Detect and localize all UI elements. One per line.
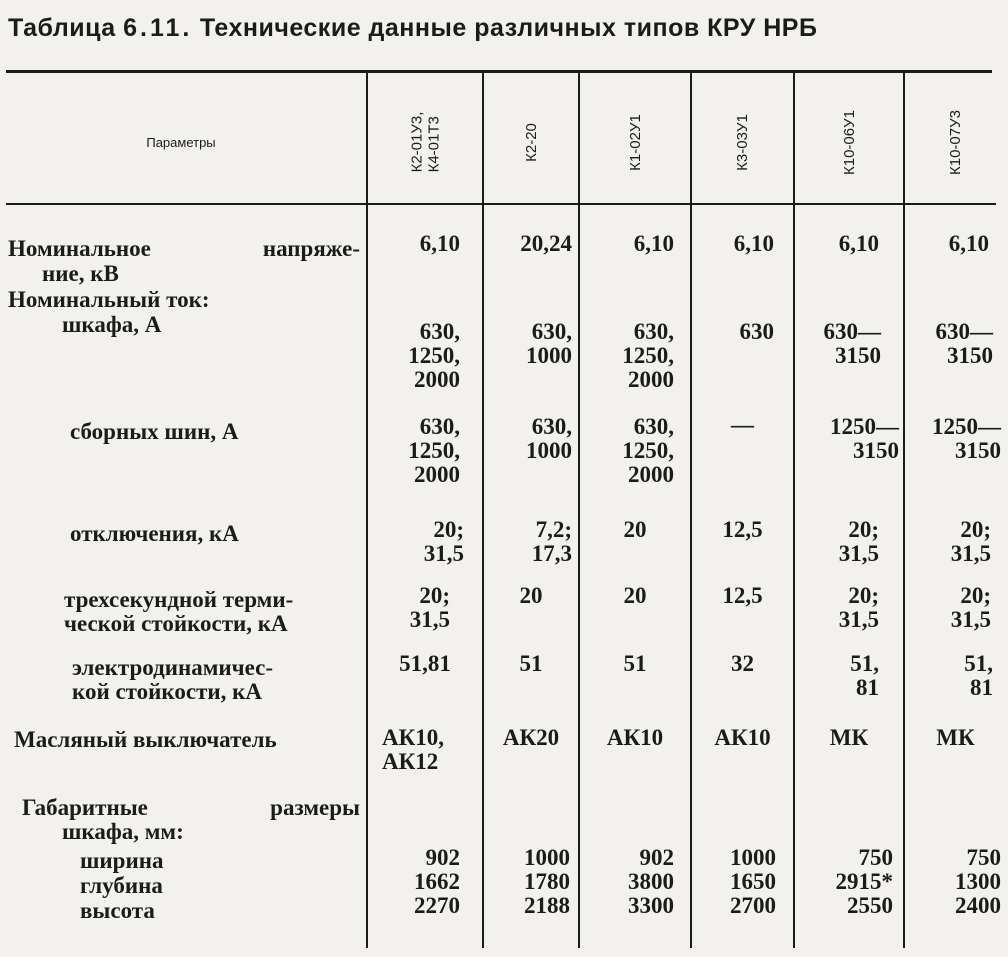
header-column-line: К10-06У1	[840, 109, 858, 175]
cell-thermal: 20	[623, 583, 647, 608]
table-title-label: Таблица	[8, 14, 116, 42]
cell-breaker: АК20	[502, 725, 560, 750]
cell-cabinet: 630, 1250, 2000	[622, 319, 674, 392]
cell-busbar: 1250— 3150	[932, 414, 1001, 463]
row-label-depth: глубина	[80, 873, 163, 898]
row-label-dynamic-a: электродинамичес-	[72, 655, 273, 680]
cell-voltage: 6,10	[419, 231, 460, 256]
cell-dynamic: 51, 81	[964, 651, 993, 700]
row-label-breaking: отключения, кА	[70, 521, 239, 546]
header-column-line: К10-07У3	[946, 109, 964, 175]
cell-cabinet: 630, 1000	[526, 319, 572, 368]
cell-breaking: 20; 31,5	[423, 517, 464, 566]
column-divider	[366, 72, 368, 948]
row-label-thermal-b: ческой стойкости, кА	[64, 611, 288, 636]
row-label-height: высота	[80, 898, 155, 923]
row-label-breaker: Масляный выключатель	[14, 727, 277, 752]
row-label-dimensions-a: Габаритные размеры	[22, 795, 360, 820]
row-label-voltage-b: ние, кВ	[42, 261, 119, 286]
header-column	[795, 84, 903, 200]
cell-dimensions: 750 1300 2400	[955, 845, 1001, 918]
cell-thermal: 20; 31,5	[838, 583, 879, 632]
cell-busbar: 630, 1250, 2000	[622, 414, 674, 487]
row-label-current: Номинальный ток:	[8, 287, 210, 312]
cell-busbar: —	[731, 412, 754, 437]
cell-dynamic: 51,81	[399, 651, 451, 676]
cell-breaking: 7,2; 17,3	[531, 517, 572, 566]
cell-dimensions: 750 2915* 2550	[835, 845, 893, 918]
header-column	[692, 84, 793, 200]
cell-cabinet: 630, 1250, 2000	[408, 319, 460, 392]
header-rule	[6, 203, 996, 205]
header-column	[580, 84, 690, 200]
cell-dynamic: 51	[623, 651, 647, 676]
cell-busbar: 630, 1000	[526, 414, 572, 463]
header-column	[368, 84, 482, 200]
cell-voltage: 20,24	[520, 231, 572, 256]
header-column	[905, 84, 1006, 200]
cell-dynamic: 32	[731, 651, 754, 676]
column-divider	[690, 72, 692, 948]
header-column	[484, 84, 578, 200]
cell-thermal: 20; 31,5	[409, 583, 450, 632]
cell-breaker: МК	[936, 725, 975, 750]
cell-voltage: 6,10	[733, 231, 774, 256]
header-column-line: К4-01Т3	[425, 116, 442, 173]
top-rule	[6, 70, 992, 73]
table-title-number: 6.11.	[123, 14, 193, 42]
header-column-line: К3-03У1	[733, 113, 751, 171]
cell-breaker: АК10, АК12	[382, 725, 445, 774]
cell-busbar: 1250— 3150	[830, 414, 899, 463]
header-column-line: К1-02У1	[626, 113, 644, 171]
cell-thermal: 20	[519, 583, 543, 608]
row-label-cabinet: шкафа, А	[62, 312, 162, 337]
cell-voltage: 6,10	[633, 231, 674, 256]
row-label-width: ширина	[80, 848, 164, 873]
cell-thermal: 12,5	[722, 583, 763, 608]
row-label-dimensions-b: шкафа, мм:	[62, 819, 184, 844]
table-title	[8, 14, 998, 43]
cell-dimensions: 1000 1650 2700	[730, 845, 776, 918]
table-title-text: Технические данные различных типов КРУ НРБ	[199, 14, 818, 42]
cell-cabinet: 630— 3150	[935, 319, 993, 368]
row-label-busbar: сборных шин, А	[70, 419, 239, 444]
column-divider	[793, 72, 795, 948]
row-label-thermal-a: трехсекундной терми-	[64, 587, 294, 612]
cell-cabinet: 630	[739, 319, 774, 344]
cell-breaking: 20; 31,5	[838, 517, 879, 566]
cell-breaking: 12,5	[722, 517, 763, 542]
header-column-line: К2-01У3,	[408, 111, 425, 173]
header-parameters: Параметры	[146, 134, 216, 150]
column-divider	[903, 72, 905, 948]
header-column-line: К2-20	[522, 122, 540, 162]
cell-busbar: 630, 1250, 2000	[408, 414, 460, 487]
cell-dimensions: 902 3800 3300	[628, 845, 674, 918]
cell-dimensions: 902 1662 2270	[414, 845, 460, 918]
cell-voltage: 6,10	[838, 231, 879, 256]
cell-dimensions: 1000 1780 2188	[524, 845, 570, 918]
cell-dynamic: 51, 81	[850, 651, 879, 700]
row-label-dynamic-b: кой стойкости, кА	[72, 679, 262, 704]
cell-breaker: АК10	[714, 725, 771, 750]
cell-dynamic: 51	[519, 651, 543, 676]
cell-breaking: 20; 31,5	[950, 517, 991, 566]
cell-breaking: 20	[623, 517, 647, 542]
column-divider	[578, 72, 580, 948]
cell-thermal: 20; 31,5	[950, 583, 991, 632]
cell-breaker: МК	[829, 725, 869, 750]
cell-voltage: 6,10	[948, 231, 989, 256]
cell-cabinet: 630— 3150	[823, 319, 881, 368]
row-label-voltage-a: Номинальное напряже-	[8, 236, 360, 261]
column-divider	[482, 72, 484, 948]
cell-breaker: АК10	[606, 725, 664, 750]
